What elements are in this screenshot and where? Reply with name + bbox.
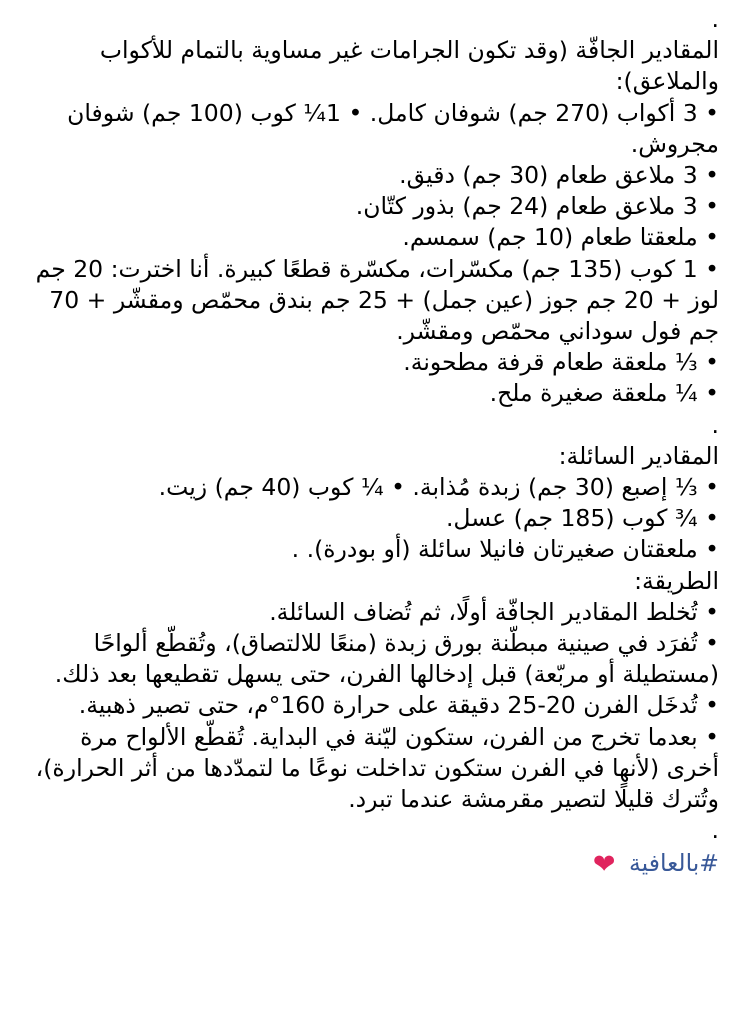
hashtag-link[interactable]: #بالعافية <box>629 849 719 878</box>
ingredient-cinnamon: • ⅓ ملعقة طعام قرفة مطحونة. <box>403 348 719 377</box>
method-step-2: • تُفرَد في صينية مبطّنة بورق زبدة (منعًا للالتصاق)، وتُقطّع ألواحًا (مستطيلة أو مربّعة) قبل إدخالها الفرن، حتى يسهل تقطيعها بعد ذلك. <box>54 629 719 689</box>
dry-ingredients-heading: المقادير الجافّة (وقد تكون الجرامات غير مساوية بالتمام للأكواب والملاعق): <box>99 36 719 96</box>
ingredient-nuts: • 1 كوب (135 جم) مكسّرات، مكسّرة قطعًا كبيرة. أنا اخترت: 20 جم لوز + 20 جم جوز (عين جمل) + 25 جم بندق محمّص ومقشّر + 70 جم فول سوداني محمّص ومقشّر. <box>35 254 719 346</box>
method-step-3: • تُدخَل الفرن 20-25 دقيقة على حرارة 160°م، حتى تصير ذهبية. <box>78 691 719 720</box>
ingredient-oats: • 3 أكواب (270 جم) شوفان كامل. • 1¼ كوب (100 جم) شوفان مجروش. <box>67 98 719 158</box>
liquid-ingredients-heading: المقادير السائلة: <box>558 441 719 470</box>
ingredient-butter-oil: • ⅓ إصبع (30 جم) زبدة مُذابة. • ¼ كوب (40 جم) زيت. <box>158 473 719 502</box>
ingredient-flaxseed: • 3 ملاعق طعام (24 جم) بذور كتّان. <box>355 192 719 221</box>
method-heading: الطريقة: <box>634 566 719 595</box>
ingredient-sesame: • ملعقتا طعام (10 جم) سمسم. <box>402 223 719 252</box>
ingredient-vanilla: • ملعقتان صغيرتان فانيلا سائلة (أو بودرة). . <box>291 535 719 564</box>
ingredient-honey: • ¾ كوب (185 جم) عسل. <box>445 504 719 533</box>
hashtag-line <box>26 848 719 880</box>
separator-dot: . <box>711 410 719 439</box>
method-step-4: • بعدما تخرج من الفرن، ستكون ليّنة في البداية. تُقطّع الألواح مرة أخرى (لأنها في الفرن ستكون تداخلت نوعًا ما لتمدّدها من أثر الحرارة)، وتُترك قليلًا لتصير مقرمشة عندما تبرد. <box>35 722 719 814</box>
separator-dot: . <box>711 816 719 845</box>
ingredient-salt: • ¼ ملعقة صغيرة ملح. <box>489 379 719 408</box>
ingredient-flour: • 3 ملاعق طعام (30 جم) دقيق. <box>399 161 719 189</box>
red-heart-icon: ❤ <box>592 849 616 881</box>
separator-dot: . <box>711 5 719 33</box>
method-step-1: • تُخلط المقادير الجافّة أولًا، ثم تُضاف السائلة. <box>269 597 719 626</box>
